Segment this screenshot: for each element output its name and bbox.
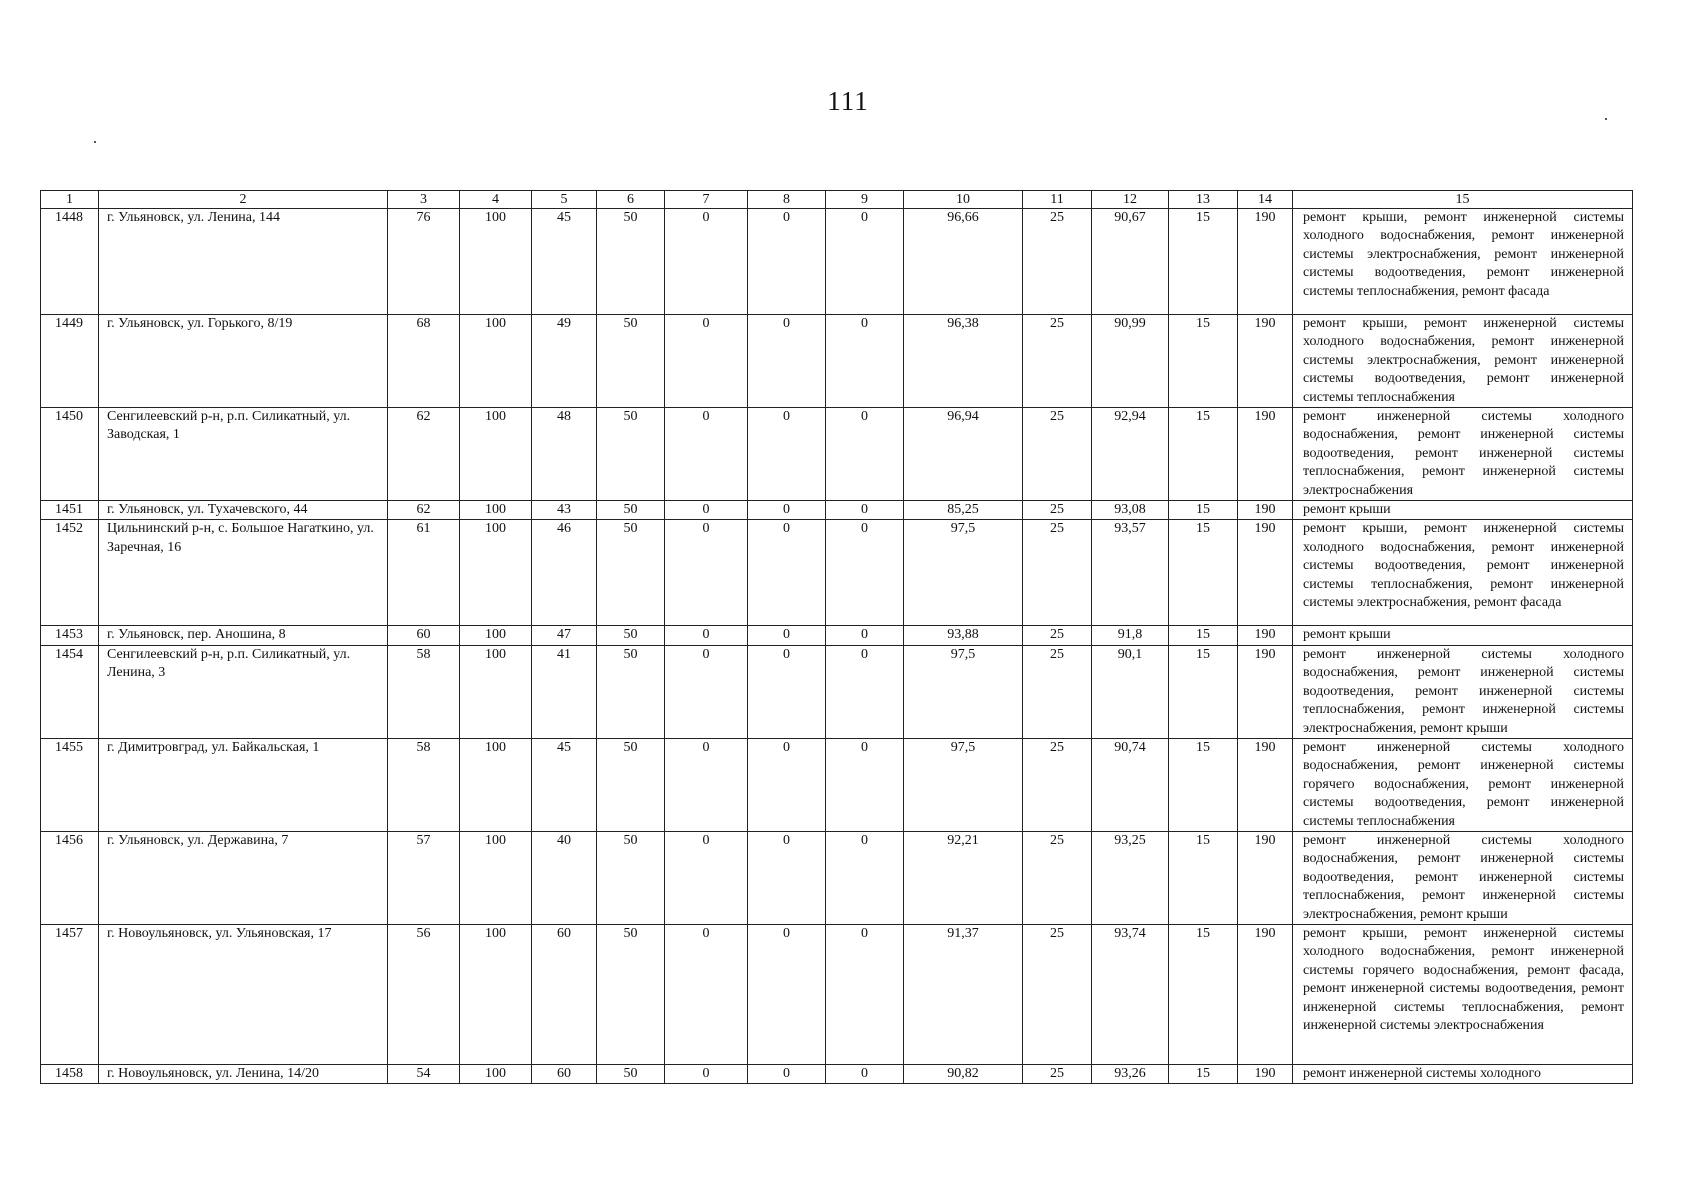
column-number: 12	[1092, 191, 1169, 209]
cell-col-8: 0	[748, 520, 826, 626]
cell-col-8: 0	[748, 738, 826, 831]
cell-col-9: 0	[826, 645, 904, 738]
column-number: 4	[460, 191, 532, 209]
cell-row-number: 1448	[41, 209, 99, 315]
cell-col-3: 68	[388, 315, 460, 408]
cell-col-7: 0	[665, 315, 748, 408]
cell-address: г. Ульяновск, ул. Горького, 8/19	[99, 315, 388, 408]
cell-col-9: 0	[826, 209, 904, 315]
cell-col-11: 25	[1023, 501, 1092, 520]
column-number: 9	[826, 191, 904, 209]
cell-works: ремонт крыши, ремонт инженерной системы холодного водоснабжения, ремонт инженерной системы горячего водоснабжения, ремонт фасада, ремонт инженерной системы водоотведения, ремонт инженерной системы теплоснабжения, ремонт инженерной системы электроснабжения	[1293, 924, 1633, 1064]
cell-col-3: 54	[388, 1064, 460, 1083]
cell-col-6: 50	[597, 645, 665, 738]
cell-col-13: 15	[1169, 626, 1238, 645]
cell-col-10: 90,82	[904, 1064, 1023, 1083]
cell-col-11: 25	[1023, 315, 1092, 408]
column-number: 3	[388, 191, 460, 209]
cell-col-6: 50	[597, 209, 665, 315]
cell-col-6: 50	[597, 520, 665, 626]
cell-col-13: 15	[1169, 408, 1238, 501]
column-number: 15	[1293, 191, 1633, 209]
cell-col-10: 93,88	[904, 626, 1023, 645]
cell-col-14: 190	[1238, 1064, 1293, 1083]
cell-col-9: 0	[826, 520, 904, 626]
cell-col-4: 100	[460, 408, 532, 501]
cell-row-number: 1458	[41, 1064, 99, 1083]
cell-col-3: 76	[388, 209, 460, 315]
cell-col-13: 15	[1169, 501, 1238, 520]
cell-col-9: 0	[826, 738, 904, 831]
cell-col-12: 90,67	[1092, 209, 1169, 315]
cell-col-5: 45	[532, 209, 597, 315]
column-number: 6	[597, 191, 665, 209]
cell-address: г. Ульяновск, ул. Тухачевского, 44	[99, 501, 388, 520]
cell-row-number: 1453	[41, 626, 99, 645]
cell-col-4: 100	[460, 501, 532, 520]
cell-col-8: 0	[748, 626, 826, 645]
cell-address: г. Димитровград, ул. Байкальская, 1	[99, 738, 388, 831]
table-row	[41, 626, 1633, 645]
cell-col-11: 25	[1023, 209, 1092, 315]
cell-address: г. Ульяновск, ул. Ленина, 144	[99, 209, 388, 315]
cell-works: ремонт крыши	[1293, 626, 1633, 645]
cell-col-12: 90,1	[1092, 645, 1169, 738]
cell-col-4: 100	[460, 924, 532, 1064]
table-row	[41, 924, 1633, 1064]
cell-address: г. Новоульяновск, ул. Ульяновская, 17	[99, 924, 388, 1064]
cell-col-6: 50	[597, 1064, 665, 1083]
cell-col-8: 0	[748, 209, 826, 315]
table-row	[41, 738, 1633, 831]
cell-col-6: 50	[597, 626, 665, 645]
cell-col-14: 190	[1238, 831, 1293, 924]
column-number: 11	[1023, 191, 1092, 209]
cell-col-5: 60	[532, 1064, 597, 1083]
cell-col-11: 25	[1023, 831, 1092, 924]
cell-col-13: 15	[1169, 645, 1238, 738]
cell-col-3: 60	[388, 626, 460, 645]
cell-col-10: 97,5	[904, 645, 1023, 738]
cell-col-10: 91,37	[904, 924, 1023, 1064]
cell-col-13: 15	[1169, 1064, 1238, 1083]
cell-row-number: 1457	[41, 924, 99, 1064]
cell-col-12: 91,8	[1092, 626, 1169, 645]
column-number: 8	[748, 191, 826, 209]
cell-col-5: 47	[532, 626, 597, 645]
cell-col-4: 100	[460, 209, 532, 315]
cell-works: ремонт инженерной системы холодного водоснабжения, ремонт инженерной системы горячего водоснабжения, ремонт инженерной системы водоотведения, ремонт инженерной системы теплоснабжения	[1293, 738, 1633, 831]
cell-col-3: 62	[388, 501, 460, 520]
cell-col-4: 100	[460, 738, 532, 831]
cell-address: Сенгилеевский р-н, р.п. Силикатный, ул. Ленина, 3	[99, 645, 388, 738]
cell-col-4: 100	[460, 626, 532, 645]
scan-speck	[1605, 118, 1607, 120]
cell-col-11: 25	[1023, 1064, 1092, 1083]
cell-col-7: 0	[665, 520, 748, 626]
cell-col-8: 0	[748, 645, 826, 738]
cell-col-11: 25	[1023, 924, 1092, 1064]
cell-works: ремонт крыши, ремонт инженерной системы холодного водоснабжения, ремонт инженерной системы электроснабжения, ремонт инженерной системы водоотведения, ремонт инженерной системы теплоснабжения, ремонт фасада	[1293, 209, 1633, 315]
cell-col-7: 0	[665, 209, 748, 315]
cell-col-7: 0	[665, 924, 748, 1064]
table-row	[41, 1064, 1633, 1083]
cell-col-10: 97,5	[904, 520, 1023, 626]
cell-col-3: 61	[388, 520, 460, 626]
cell-address: Цильнинский р-н, с. Большое Нагаткино, ул. Заречная, 16	[99, 520, 388, 626]
cell-address: Сенгилеевский р-н, р.п. Силикатный, ул. Заводская, 1	[99, 408, 388, 501]
cell-col-11: 25	[1023, 738, 1092, 831]
cell-col-9: 0	[826, 924, 904, 1064]
cell-works: ремонт крыши, ремонт инженерной системы холодного водоснабжения, ремонт инженерной системы электроснабжения, ремонт инженерной системы водоотведения, ремонт инженерной системы теплоснабжения	[1293, 315, 1633, 408]
cell-col-14: 190	[1238, 408, 1293, 501]
cell-col-7: 0	[665, 645, 748, 738]
cell-address: г. Ульяновск, ул. Державина, 7	[99, 831, 388, 924]
cell-col-12: 93,57	[1092, 520, 1169, 626]
table-row	[41, 501, 1633, 520]
cell-col-8: 0	[748, 831, 826, 924]
cell-col-4: 100	[460, 831, 532, 924]
cell-col-7: 0	[665, 626, 748, 645]
cell-col-9: 0	[826, 1064, 904, 1083]
buildings-table	[40, 190, 1633, 1084]
column-number: 10	[904, 191, 1023, 209]
cell-col-14: 190	[1238, 501, 1293, 520]
cell-col-4: 100	[460, 520, 532, 626]
cell-col-5: 46	[532, 520, 597, 626]
table-row	[41, 520, 1633, 626]
column-number: 5	[532, 191, 597, 209]
page-number: 111	[827, 86, 869, 116]
cell-col-3: 58	[388, 738, 460, 831]
cell-col-7: 0	[665, 1064, 748, 1083]
cell-col-6: 50	[597, 315, 665, 408]
cell-col-6: 50	[597, 831, 665, 924]
cell-col-6: 50	[597, 501, 665, 520]
cell-col-6: 50	[597, 738, 665, 831]
cell-col-5: 40	[532, 831, 597, 924]
cell-address: г. Ульяновск, пер. Аношина, 8	[99, 626, 388, 645]
cell-row-number: 1455	[41, 738, 99, 831]
cell-col-8: 0	[748, 924, 826, 1064]
cell-col-12: 90,74	[1092, 738, 1169, 831]
table-row	[41, 831, 1633, 924]
cell-works: ремонт крыши, ремонт инженерной системы холодного водоснабжения, ремонт инженерной системы водоотведения, ремонт инженерной системы теплоснабжения, ремонт инженерной системы электроснабжения, ремонт фасада	[1293, 520, 1633, 626]
cell-col-13: 15	[1169, 209, 1238, 315]
cell-row-number: 1450	[41, 408, 99, 501]
cell-col-10: 96,38	[904, 315, 1023, 408]
cell-works: ремонт инженерной системы холодного водоснабжения, ремонт инженерной системы водоотведения, ремонт инженерной системы теплоснабжения, ремонт инженерной системы электроснабжения	[1293, 408, 1633, 501]
cell-works: ремонт крыши	[1293, 501, 1633, 520]
column-number: 2	[99, 191, 388, 209]
table-row	[41, 209, 1633, 315]
cell-col-12: 93,74	[1092, 924, 1169, 1064]
cell-col-14: 190	[1238, 626, 1293, 645]
cell-col-4: 100	[460, 315, 532, 408]
cell-col-13: 15	[1169, 738, 1238, 831]
cell-col-5: 41	[532, 645, 597, 738]
table-row	[41, 645, 1633, 738]
cell-row-number: 1449	[41, 315, 99, 408]
table-body	[41, 191, 1633, 1084]
cell-col-13: 15	[1169, 831, 1238, 924]
cell-col-14: 190	[1238, 520, 1293, 626]
cell-col-5: 49	[532, 315, 597, 408]
column-number: 14	[1238, 191, 1293, 209]
cell-col-11: 25	[1023, 645, 1092, 738]
cell-col-6: 50	[597, 924, 665, 1064]
cell-col-7: 0	[665, 831, 748, 924]
cell-col-10: 85,25	[904, 501, 1023, 520]
cell-col-14: 190	[1238, 738, 1293, 831]
cell-col-12: 93,26	[1092, 1064, 1169, 1083]
table-row	[41, 315, 1633, 408]
cell-col-3: 58	[388, 645, 460, 738]
cell-col-9: 0	[826, 831, 904, 924]
cell-col-9: 0	[826, 408, 904, 501]
cell-col-13: 15	[1169, 315, 1238, 408]
cell-col-10: 96,66	[904, 209, 1023, 315]
cell-col-5: 43	[532, 501, 597, 520]
cell-col-12: 93,25	[1092, 831, 1169, 924]
cell-col-7: 0	[665, 408, 748, 501]
cell-col-10: 96,94	[904, 408, 1023, 501]
cell-col-9: 0	[826, 626, 904, 645]
cell-col-4: 100	[460, 1064, 532, 1083]
cell-col-8: 0	[748, 408, 826, 501]
cell-col-12: 93,08	[1092, 501, 1169, 520]
cell-col-10: 92,21	[904, 831, 1023, 924]
cell-row-number: 1456	[41, 831, 99, 924]
table-row	[41, 408, 1633, 501]
cell-row-number: 1452	[41, 520, 99, 626]
cell-col-3: 56	[388, 924, 460, 1064]
column-number: 13	[1169, 191, 1238, 209]
cell-col-9: 0	[826, 315, 904, 408]
cell-works: ремонт инженерной системы холодного водоснабжения, ремонт инженерной системы водоотведения, ремонт инженерной системы теплоснабжения, ремонт инженерной системы электроснабжения, ремонт крыши	[1293, 831, 1633, 924]
cell-col-6: 50	[597, 408, 665, 501]
cell-col-5: 45	[532, 738, 597, 831]
cell-col-13: 15	[1169, 520, 1238, 626]
cell-col-11: 25	[1023, 408, 1092, 501]
cell-col-11: 25	[1023, 520, 1092, 626]
column-number: 1	[41, 191, 99, 209]
cell-col-8: 0	[748, 315, 826, 408]
cell-col-7: 0	[665, 738, 748, 831]
cell-address: г. Новоульяновск, ул. Ленина, 14/20	[99, 1064, 388, 1083]
cell-col-4: 100	[460, 645, 532, 738]
cell-row-number: 1454	[41, 645, 99, 738]
column-number: 7	[665, 191, 748, 209]
cell-col-13: 15	[1169, 924, 1238, 1064]
cell-col-8: 0	[748, 501, 826, 520]
cell-col-9: 0	[826, 501, 904, 520]
cell-col-11: 25	[1023, 626, 1092, 645]
cell-works: ремонт инженерной системы холодного водоснабжения, ремонт инженерной системы водоотведения, ремонт инженерной системы теплоснабжения, ремонт инженерной системы электроснабжения, ремонт крыши	[1293, 645, 1633, 738]
cell-row-number: 1451	[41, 501, 99, 520]
cell-col-3: 57	[388, 831, 460, 924]
cell-col-7: 0	[665, 501, 748, 520]
cell-col-14: 190	[1238, 315, 1293, 408]
cell-col-8: 0	[748, 1064, 826, 1083]
cell-col-12: 90,99	[1092, 315, 1169, 408]
column-number-row	[41, 191, 1633, 209]
scan-speck	[94, 141, 96, 143]
cell-col-12: 92,94	[1092, 408, 1169, 501]
cell-col-10: 97,5	[904, 738, 1023, 831]
cell-col-14: 190	[1238, 645, 1293, 738]
cell-col-14: 190	[1238, 209, 1293, 315]
cell-col-5: 60	[532, 924, 597, 1064]
cell-col-14: 190	[1238, 924, 1293, 1064]
cell-works: ремонт инженерной системы холодного	[1293, 1064, 1633, 1083]
cell-col-3: 62	[388, 408, 460, 501]
cell-col-5: 48	[532, 408, 597, 501]
